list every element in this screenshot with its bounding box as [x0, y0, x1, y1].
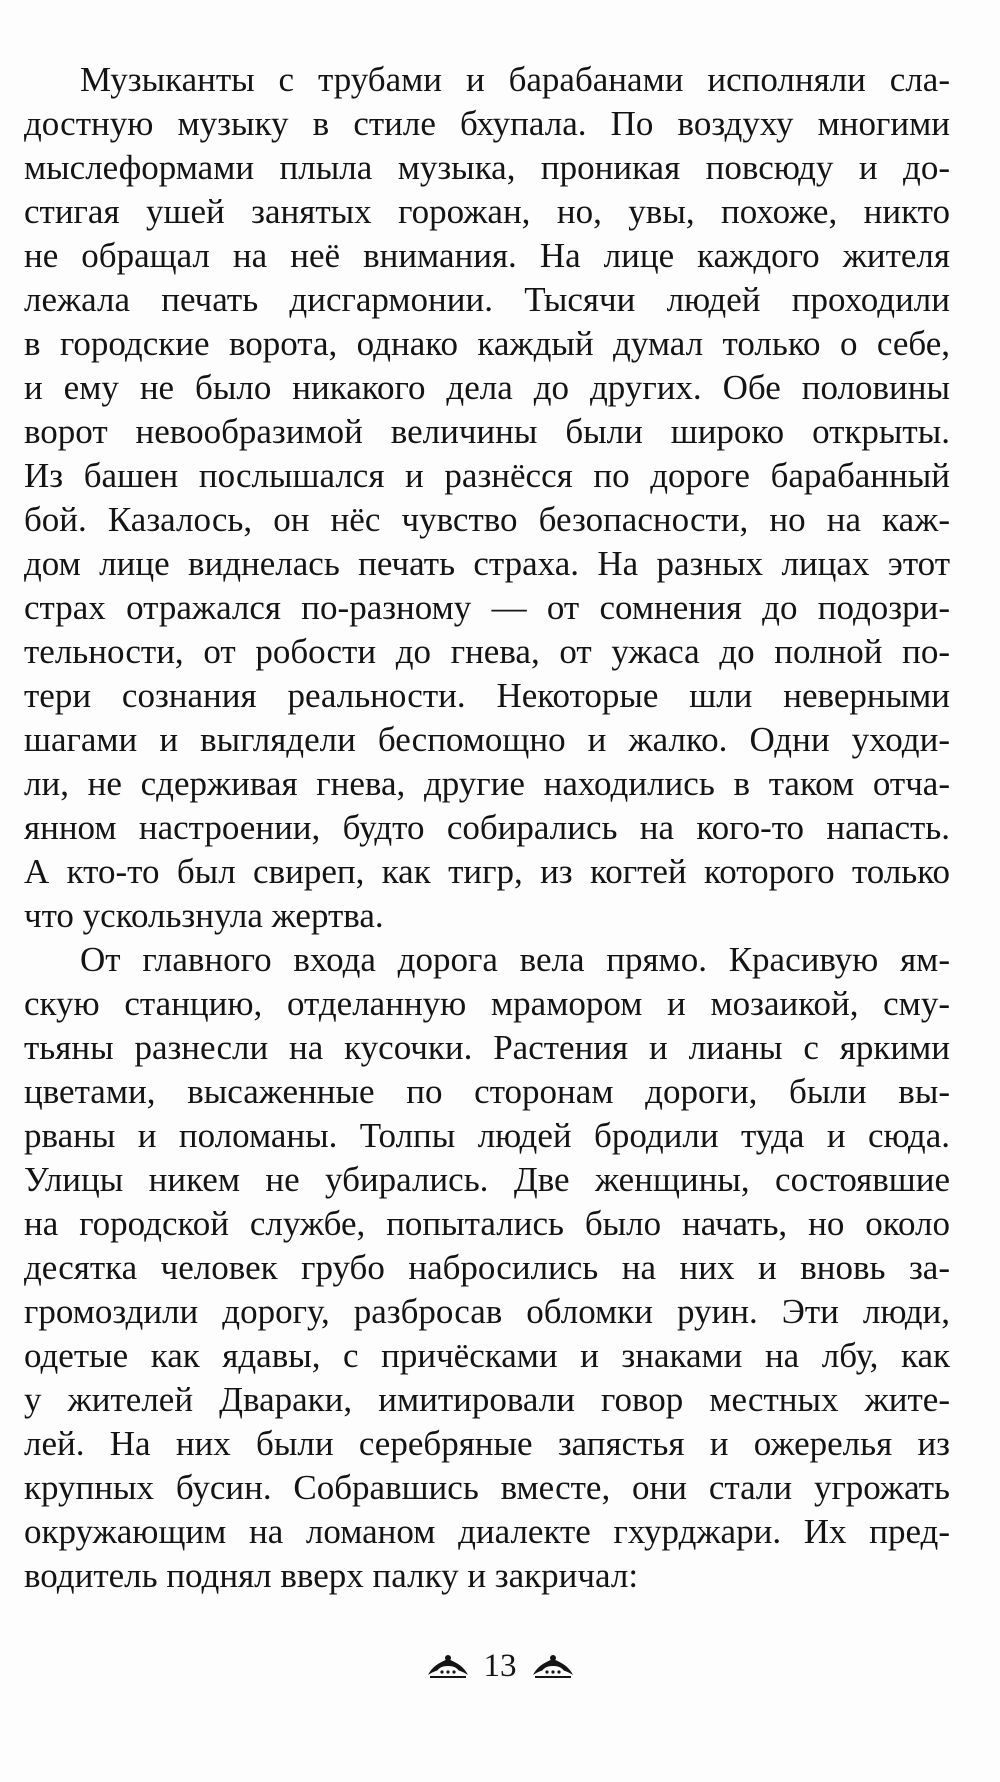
text-line: шагами и выглядели беспомощно и жалко. Одни уходи-: [24, 720, 950, 759]
text-line: на городской службе, попытались было начать, но около: [24, 1204, 950, 1243]
text-line: лежала печать дисгармонии. Тысячи людей проходили: [24, 280, 950, 319]
text-line: и ему не было никакого дела до других. Обе половины: [24, 368, 950, 407]
text-line: янном настроении, будто собирались на кого-то напасть.: [24, 808, 950, 847]
text-line: Музыканты с трубами и барабанами исполняли сла-: [80, 60, 950, 99]
text-line: громоздили дорогу, разбросав обломки руин. Эти люди,: [24, 1292, 950, 1331]
text-line: лей. На них были серебряные запястья и ожерелья из: [24, 1424, 950, 1463]
text-line: не обращал на неё внимания. На лице каждого жителя: [24, 236, 950, 275]
text-line: бой. Казалось, он нёс чувство безопасности, но на каж-: [24, 500, 950, 539]
body-text: [24, 58, 950, 1598]
text-line: мыслеформами плыла музыка, проникая повсюду и до-: [24, 148, 950, 187]
text-line: цветами, высаженные по сторонам дороги, были вы-: [24, 1072, 950, 1111]
text-line: тьяны разнесли на кусочки. Растения и лианы с яркими: [24, 1028, 950, 1067]
text-line: ли, не сдерживая гнева, другие находились в таком отча-: [24, 764, 950, 803]
floral-ornament-icon: [426, 1653, 470, 1679]
text-line: водитель поднял вверх палку и закричал:: [24, 1556, 639, 1595]
floral-ornament-icon: [531, 1653, 575, 1679]
text-line: рваны и поломаны. Толпы людей бродили туда и сюда.: [24, 1116, 950, 1155]
text-line: стигая ушей занятых горожан, но, увы, похоже, никто: [24, 192, 950, 231]
text-line: Из башен послышался и разнёсся по дороге барабанный: [24, 456, 950, 495]
text-line: ворот невообразимой величины были широко открыты.: [24, 412, 950, 451]
text-line: крупных бусин. Собравшись вместе, они стали угрожать: [24, 1468, 950, 1507]
text-line: дом лице виднелась печать страха. На разных лицах этот: [24, 544, 950, 583]
text-line: окружающим на ломаном диалекте гхурджари. Их пред-: [24, 1512, 950, 1551]
text-line: А кто-то был свиреп, как тигр, из когтей которого только: [24, 852, 950, 891]
text-line: у жителей Двараки, имитировали говор местных жите-: [24, 1380, 950, 1419]
text-line: страх отражался по-разному — от сомнения до подозри-: [24, 588, 950, 627]
text-line: скую станцию, отделанную мрамором и мозаикой, сму-: [24, 984, 950, 1023]
text-line: тельности, от робости до гнева, от ужаса до полной по-: [24, 632, 950, 671]
text-line: десятка человек грубо набросились на них и вновь за-: [24, 1248, 950, 1287]
text-line: От главного входа дорога вела прямо. Красивую ям-: [80, 940, 950, 979]
text-line: что ускользнула жертва.: [24, 896, 384, 935]
page-footer: [0, 1646, 1000, 1686]
page-number: 13: [483, 1647, 517, 1684]
text-line: Улицы никем не убирались. Две женщины, состоявшие: [24, 1160, 950, 1199]
text-line: одетые как ядавы, с причёсками и знаками на лбу, как: [24, 1336, 950, 1375]
text-line: достную музыку в стиле бхупала. По воздуху многими: [24, 104, 950, 143]
text-line: в городские ворота, однако каждый думал только о себе,: [24, 324, 950, 363]
text-line: тери сознания реальности. Некоторые шли неверными: [24, 676, 950, 715]
